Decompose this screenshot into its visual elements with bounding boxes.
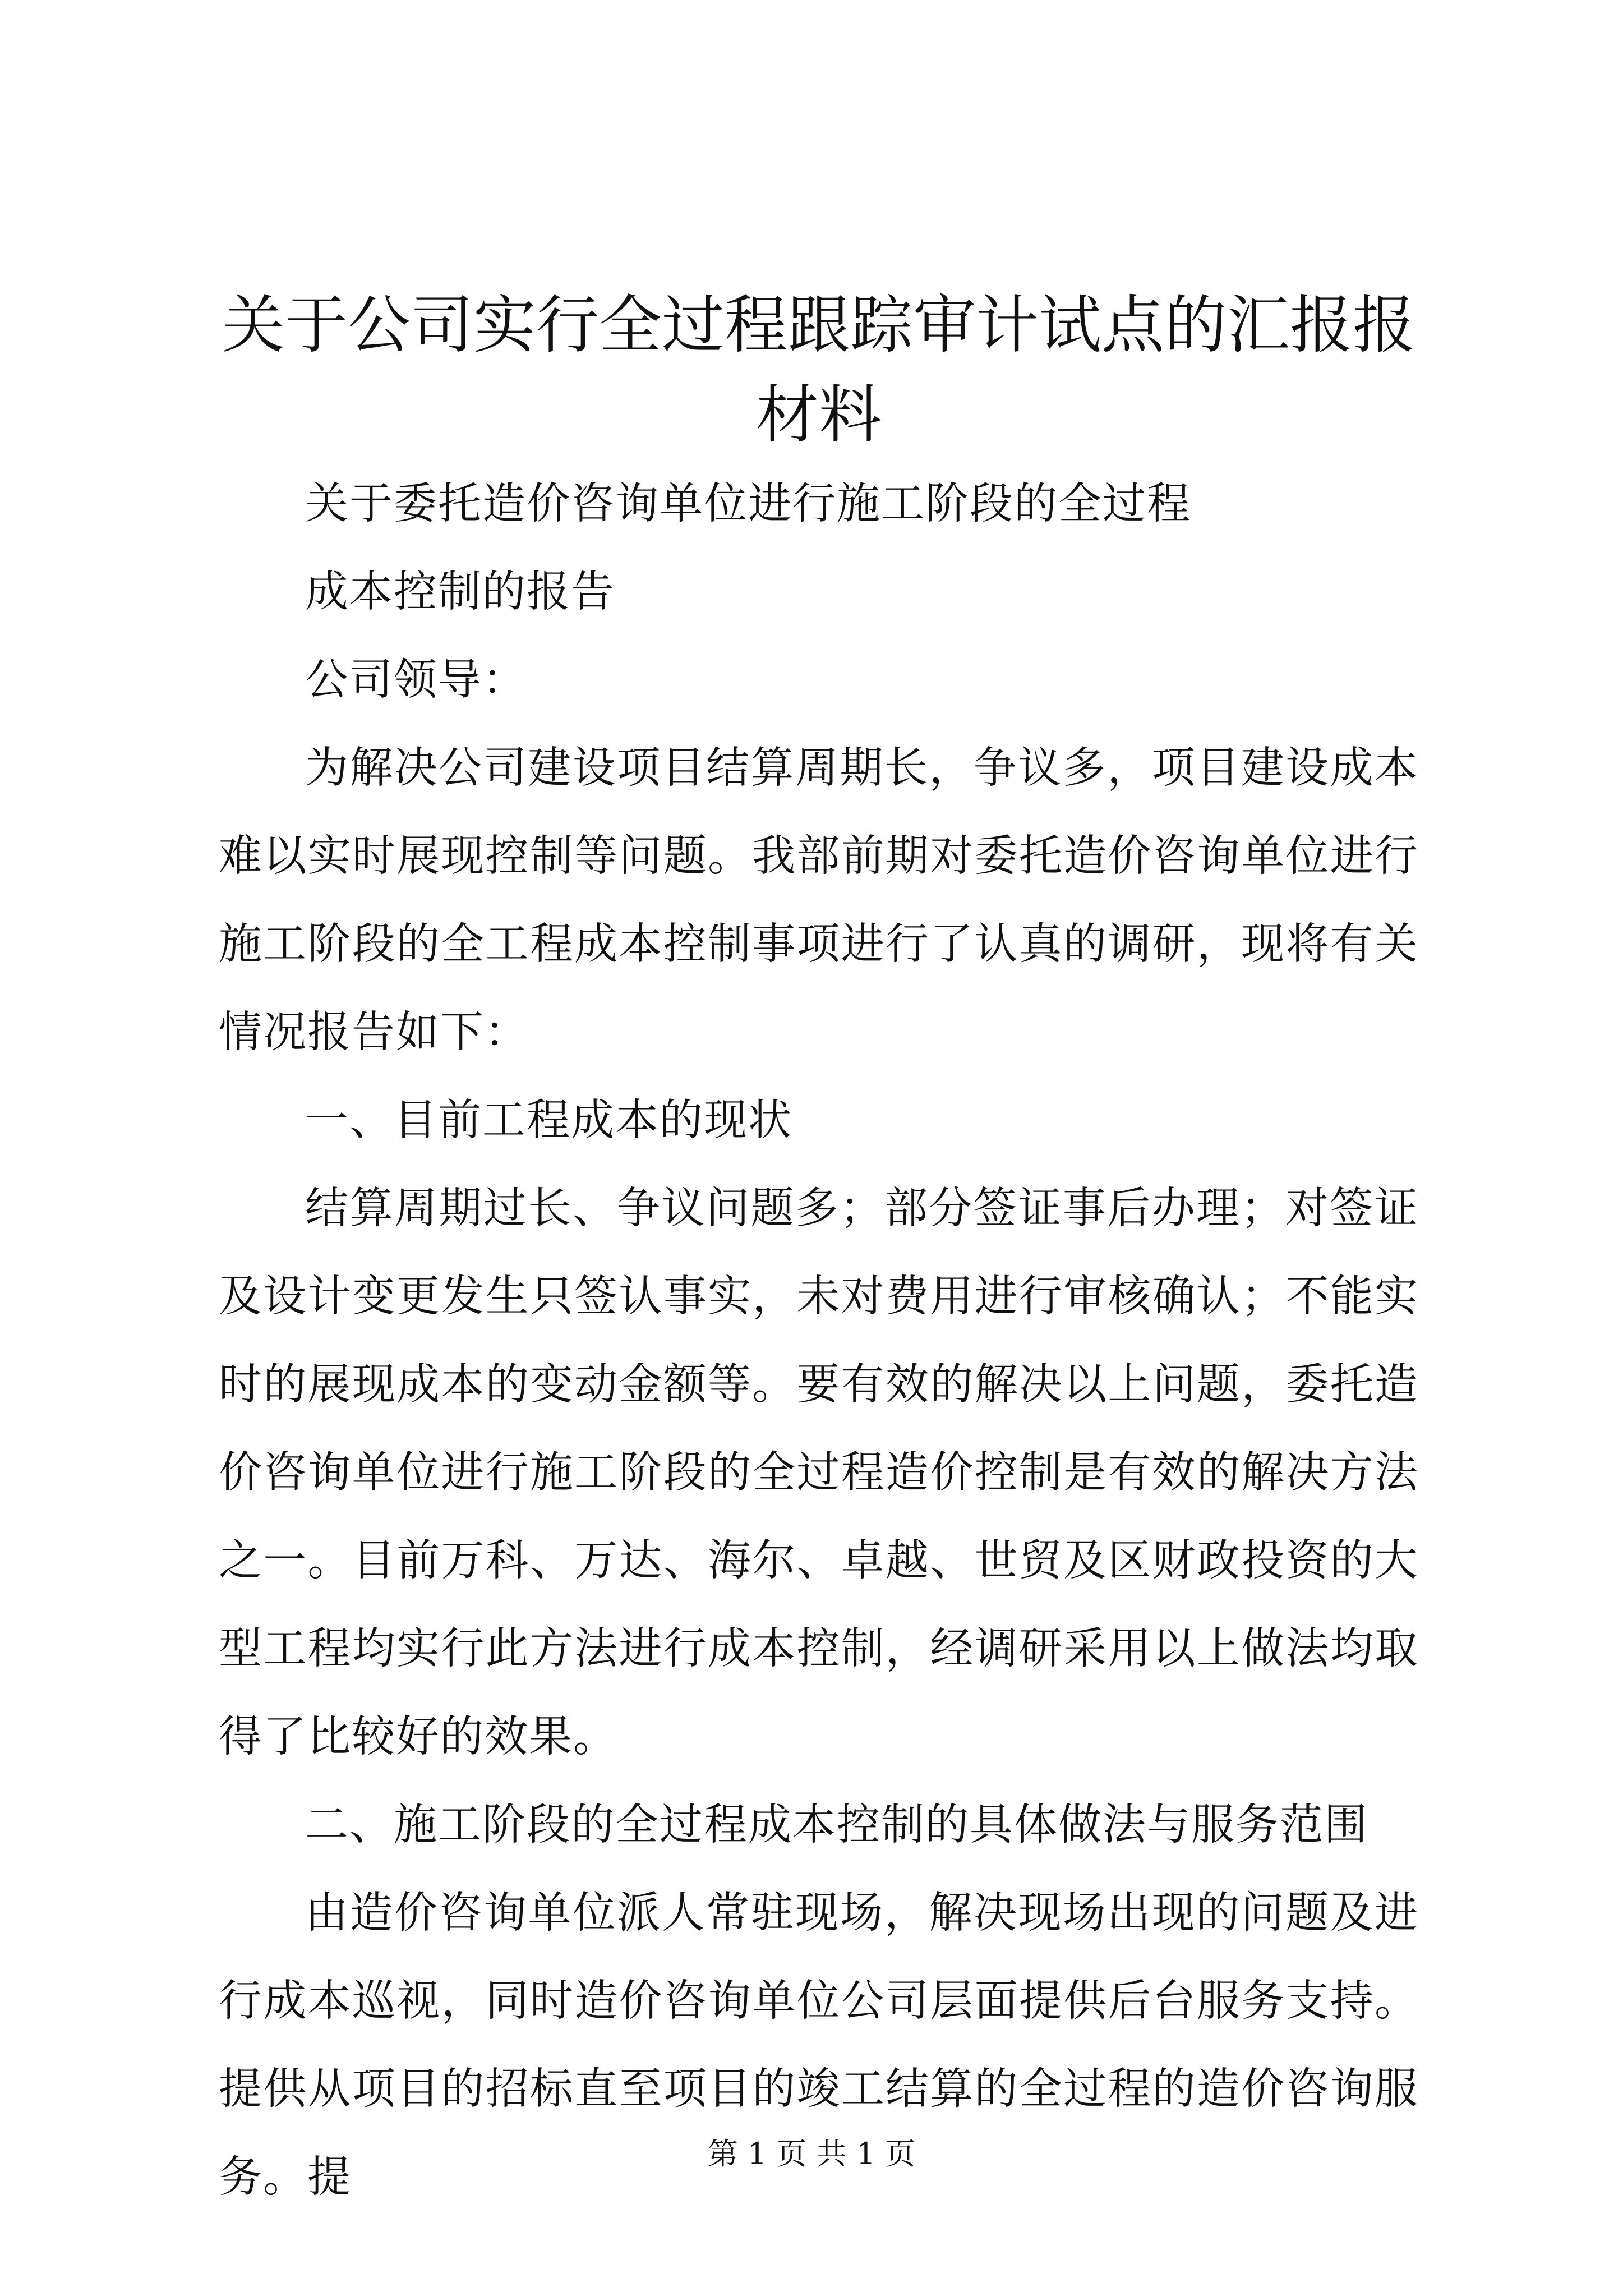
paragraph-report-title-line1: 关于委托造价咨询单位进行施工阶段的全过程 [305,479,1191,529]
paragraph-methods-scope: 由造价咨询单位派人常驻现场，解决现场出现的问题及进行成本巡视，同时造价咨询单位公司层面提供后台服务支持。提供从项目的招标直至项目的竣工结算的全过程的造价咨询服务。提 [219,1888,1419,2202]
paragraph-salutation: 公司领导： [305,655,527,705]
document-body [219,460,1419,2221]
paragraph-introduction: 为解决公司建设项目结算周期长，争议多，项目建设成本难以实时展现控制等问题。我部前期对委托造价咨询单位进行施工阶段的全工程成本控制事项进行了认真的调研，现将有关情况报告如下： [219,743,1419,1057]
section-heading-methods-scope: 二、施工阶段的全过程成本控制的具体做法与服务范围 [305,1800,1368,1850]
page-footer: 第 1 页 共 1 页 [707,2136,916,2171]
section-heading-current-status: 一、目前工程成本的现状 [305,1096,792,1145]
paragraph-current-status: 结算周期过长、争议问题多；部分签证事后办理；对签证及设计变更发生只签认事实，未对费用进行审核确认；不能实时的展现成本的变动金额等。要有效的解决以上问题，委托造价咨询单位进行施工阶段的全过程造价控制是有效的解决方法之一。目前万科、万达、海尔、卓越、世贸及区财政投资的大型工程均实行此方法进行成本控制，经调研采用以上做法均取得了比较好的效果。 [219,1184,1419,1762]
paragraph-report-title-line2: 成本控制的报告 [305,567,615,617]
document-title: 关于公司实行全过程跟踪审计试点的汇报报材料 [222,289,1415,452]
